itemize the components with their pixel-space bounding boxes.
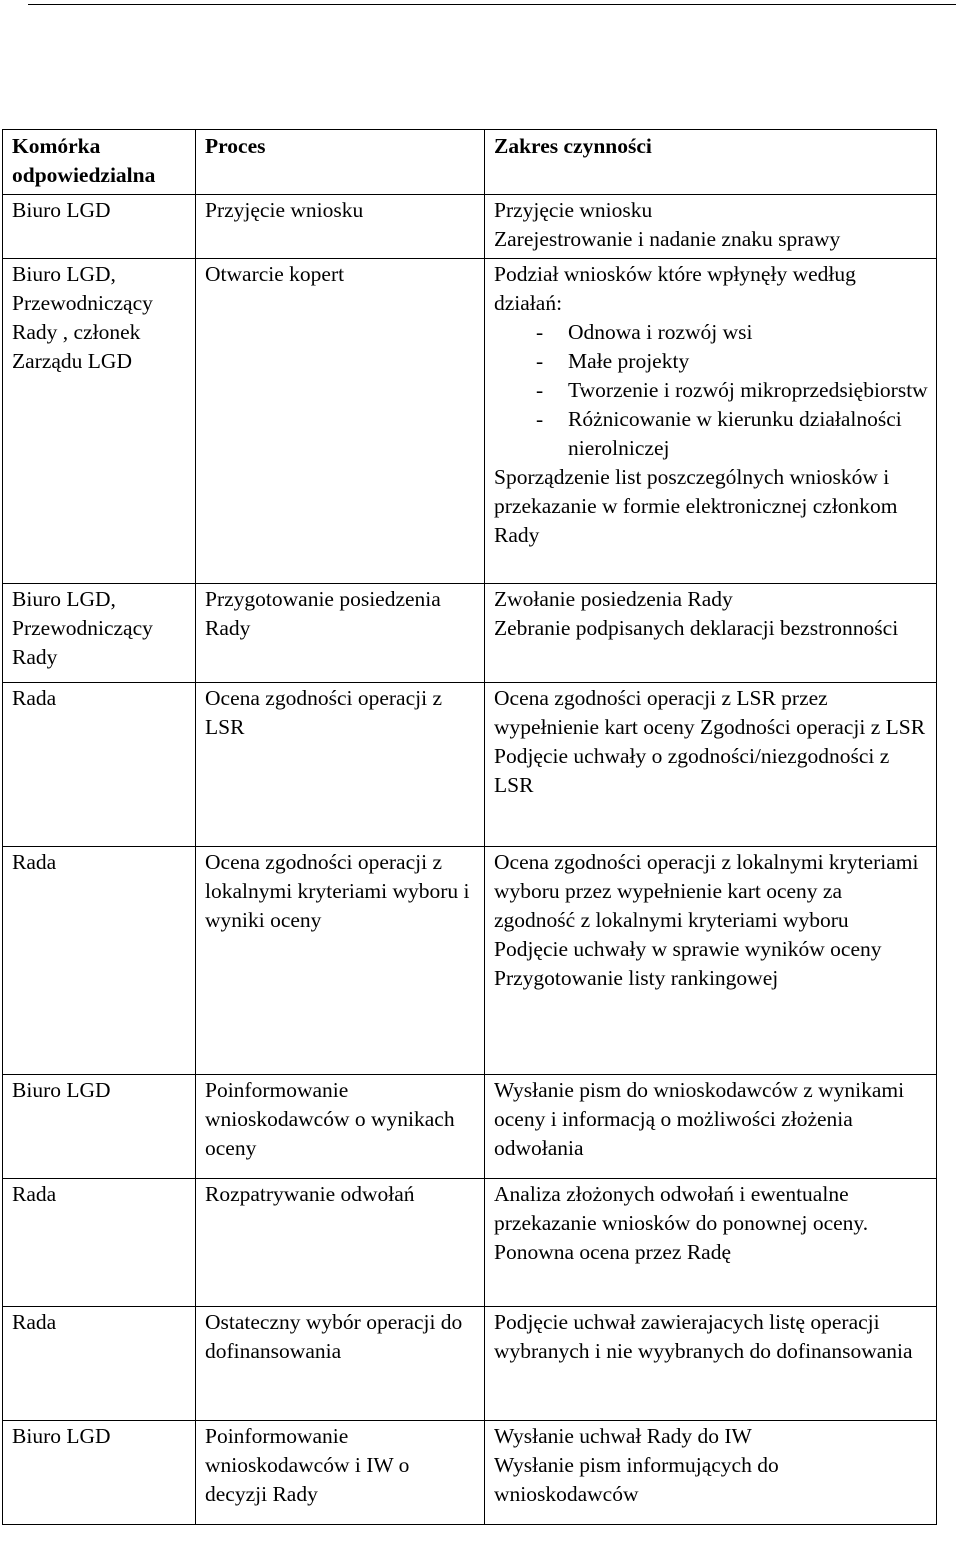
process-cell: Poinformowanie wnioskodawców o wynikach oceny (196, 1075, 485, 1179)
table-row (3, 1307, 937, 1421)
scope-bullet-item: - Małe projekty (536, 349, 690, 373)
responsible-unit-cell: Biuro LGD (3, 1421, 196, 1525)
scope-line: Zwołanie posiedzenia Rady (494, 587, 733, 611)
table-row (3, 847, 937, 1075)
scope-bullet-item: - Odnowa i rozwój wsi (536, 320, 753, 344)
responsible-unit-cell: Biuro LGD, Przewodniczący Rady , członek Zarządu LGD (3, 259, 196, 584)
table-row (3, 195, 937, 259)
scope-cell (485, 1179, 937, 1307)
scope-line: Wysłanie uchwał Rady do IW (494, 1424, 752, 1448)
table-row (3, 683, 937, 847)
scope-line: Zarejestrowanie i nadanie znaku sprawy (494, 227, 841, 251)
process-cell: Przyjęcie wniosku (196, 195, 485, 259)
scope-bullet-text: Tworzenie i rozwój mikroprzedsiębiorstw (568, 378, 928, 402)
scope-bullet-text: Odnowa i rozwój wsi (568, 320, 753, 344)
scope-bullet-text: Różnicowanie w kierunku działalności nierolniczej (568, 407, 902, 460)
process-cell: Poinformowanie wnioskodawców i IW o decyzji Rady (196, 1421, 485, 1525)
scope-bullet-text: Małe projekty (568, 349, 690, 373)
scope-line: Ponowna ocena przez Radę (494, 1240, 731, 1264)
scope-cell (485, 584, 937, 683)
scope-line: Analiza złożonych odwołań i ewentualne przekazanie wniosków do ponownej oceny. (494, 1182, 869, 1235)
scope-bullet-item: - Tworzenie i rozwój mikroprzedsiębiorstw (536, 378, 928, 402)
responsible-unit-cell: Rada (3, 1179, 196, 1307)
process-cell: Przygotowanie posiedzenia Rady (196, 584, 485, 683)
responsible-unit-cell: Biuro LGD, Przewodniczący Rady (3, 584, 196, 683)
process-cell: Rozpatrywanie odwołań (196, 1179, 485, 1307)
responsible-unit-cell: Rada (3, 847, 196, 1075)
scope-bullet-item: - Różnicowanie w kierunku działalności nierolniczej (536, 407, 902, 460)
responsible-unit-cell: Biuro LGD (3, 195, 196, 259)
header-scope: Zakres czynności (485, 130, 937, 195)
scope-cell (485, 1075, 937, 1179)
table-row (3, 1421, 937, 1525)
table-header-row (3, 130, 937, 195)
scope-line: Ocena zgodności operacji z lokalnymi kryteriami wyboru przez wypełnienie kart oceny za zgodność z lokalnymi kryteriami wyboru (494, 850, 919, 932)
scope-line: Podjęcie uchwał zawierajacych listę operacji wybranych i nie wyybranych do dofinansowania (494, 1310, 913, 1363)
scope-line: Podjęcie uchwały w sprawie wyników oceny (494, 937, 882, 961)
responsible-unit-cell: Rada (3, 683, 196, 847)
scope-line: Wysłanie pism do wnioskodawców z wynikami oceny i informacją o możliwości złożenia odwołania (494, 1078, 905, 1160)
scope-line: Zebranie podpisanych deklaracji bezstronności (494, 616, 899, 640)
header-responsible-unit: Komórka odpowiedzialna (3, 130, 196, 195)
process-table (2, 129, 937, 1525)
table-row (3, 259, 937, 584)
scope-line: Wysłanie pism informujących do wnioskodawców (494, 1453, 779, 1506)
scope-line: Przyjęcie wniosku (494, 198, 653, 222)
responsible-unit-cell: Biuro LGD (3, 1075, 196, 1179)
table-row (3, 1075, 937, 1179)
table-row (3, 584, 937, 683)
scope-cell (485, 1307, 937, 1421)
top-rule (28, 4, 956, 5)
scope-cell (485, 195, 937, 259)
scope-intro: Podział wniosków które wpłynęły według działań: (494, 262, 856, 315)
scope-cell (485, 683, 937, 847)
scope-cell (485, 847, 937, 1075)
scope-line: Podjęcie uchwały o zgodności/niezgodności z LSR (494, 744, 890, 797)
process-cell: Ocena zgodności operacji z LSR (196, 683, 485, 847)
scope-outro: Sporządzenie list poszczególnych wniosków i przekazanie w formie elektronicznej członkom Rady (494, 465, 898, 547)
table-row (3, 1179, 937, 1307)
process-cell: Otwarcie kopert (196, 259, 485, 584)
process-cell: Ostateczny wybór operacji do dofinansowania (196, 1307, 485, 1421)
scope-cell (485, 259, 937, 584)
scope-line: Przygotowanie listy rankingowej (494, 966, 779, 990)
scope-line: Ocena zgodności operacji z LSR przez wypełnienie kart oceny Zgodności operacji z LSR (494, 686, 926, 739)
scope-cell (485, 1421, 937, 1525)
process-cell: Ocena zgodności operacji z lokalnymi kryteriami wyboru i wyniki oceny (196, 847, 485, 1075)
header-process: Proces (196, 130, 485, 195)
responsible-unit-cell: Rada (3, 1307, 196, 1421)
